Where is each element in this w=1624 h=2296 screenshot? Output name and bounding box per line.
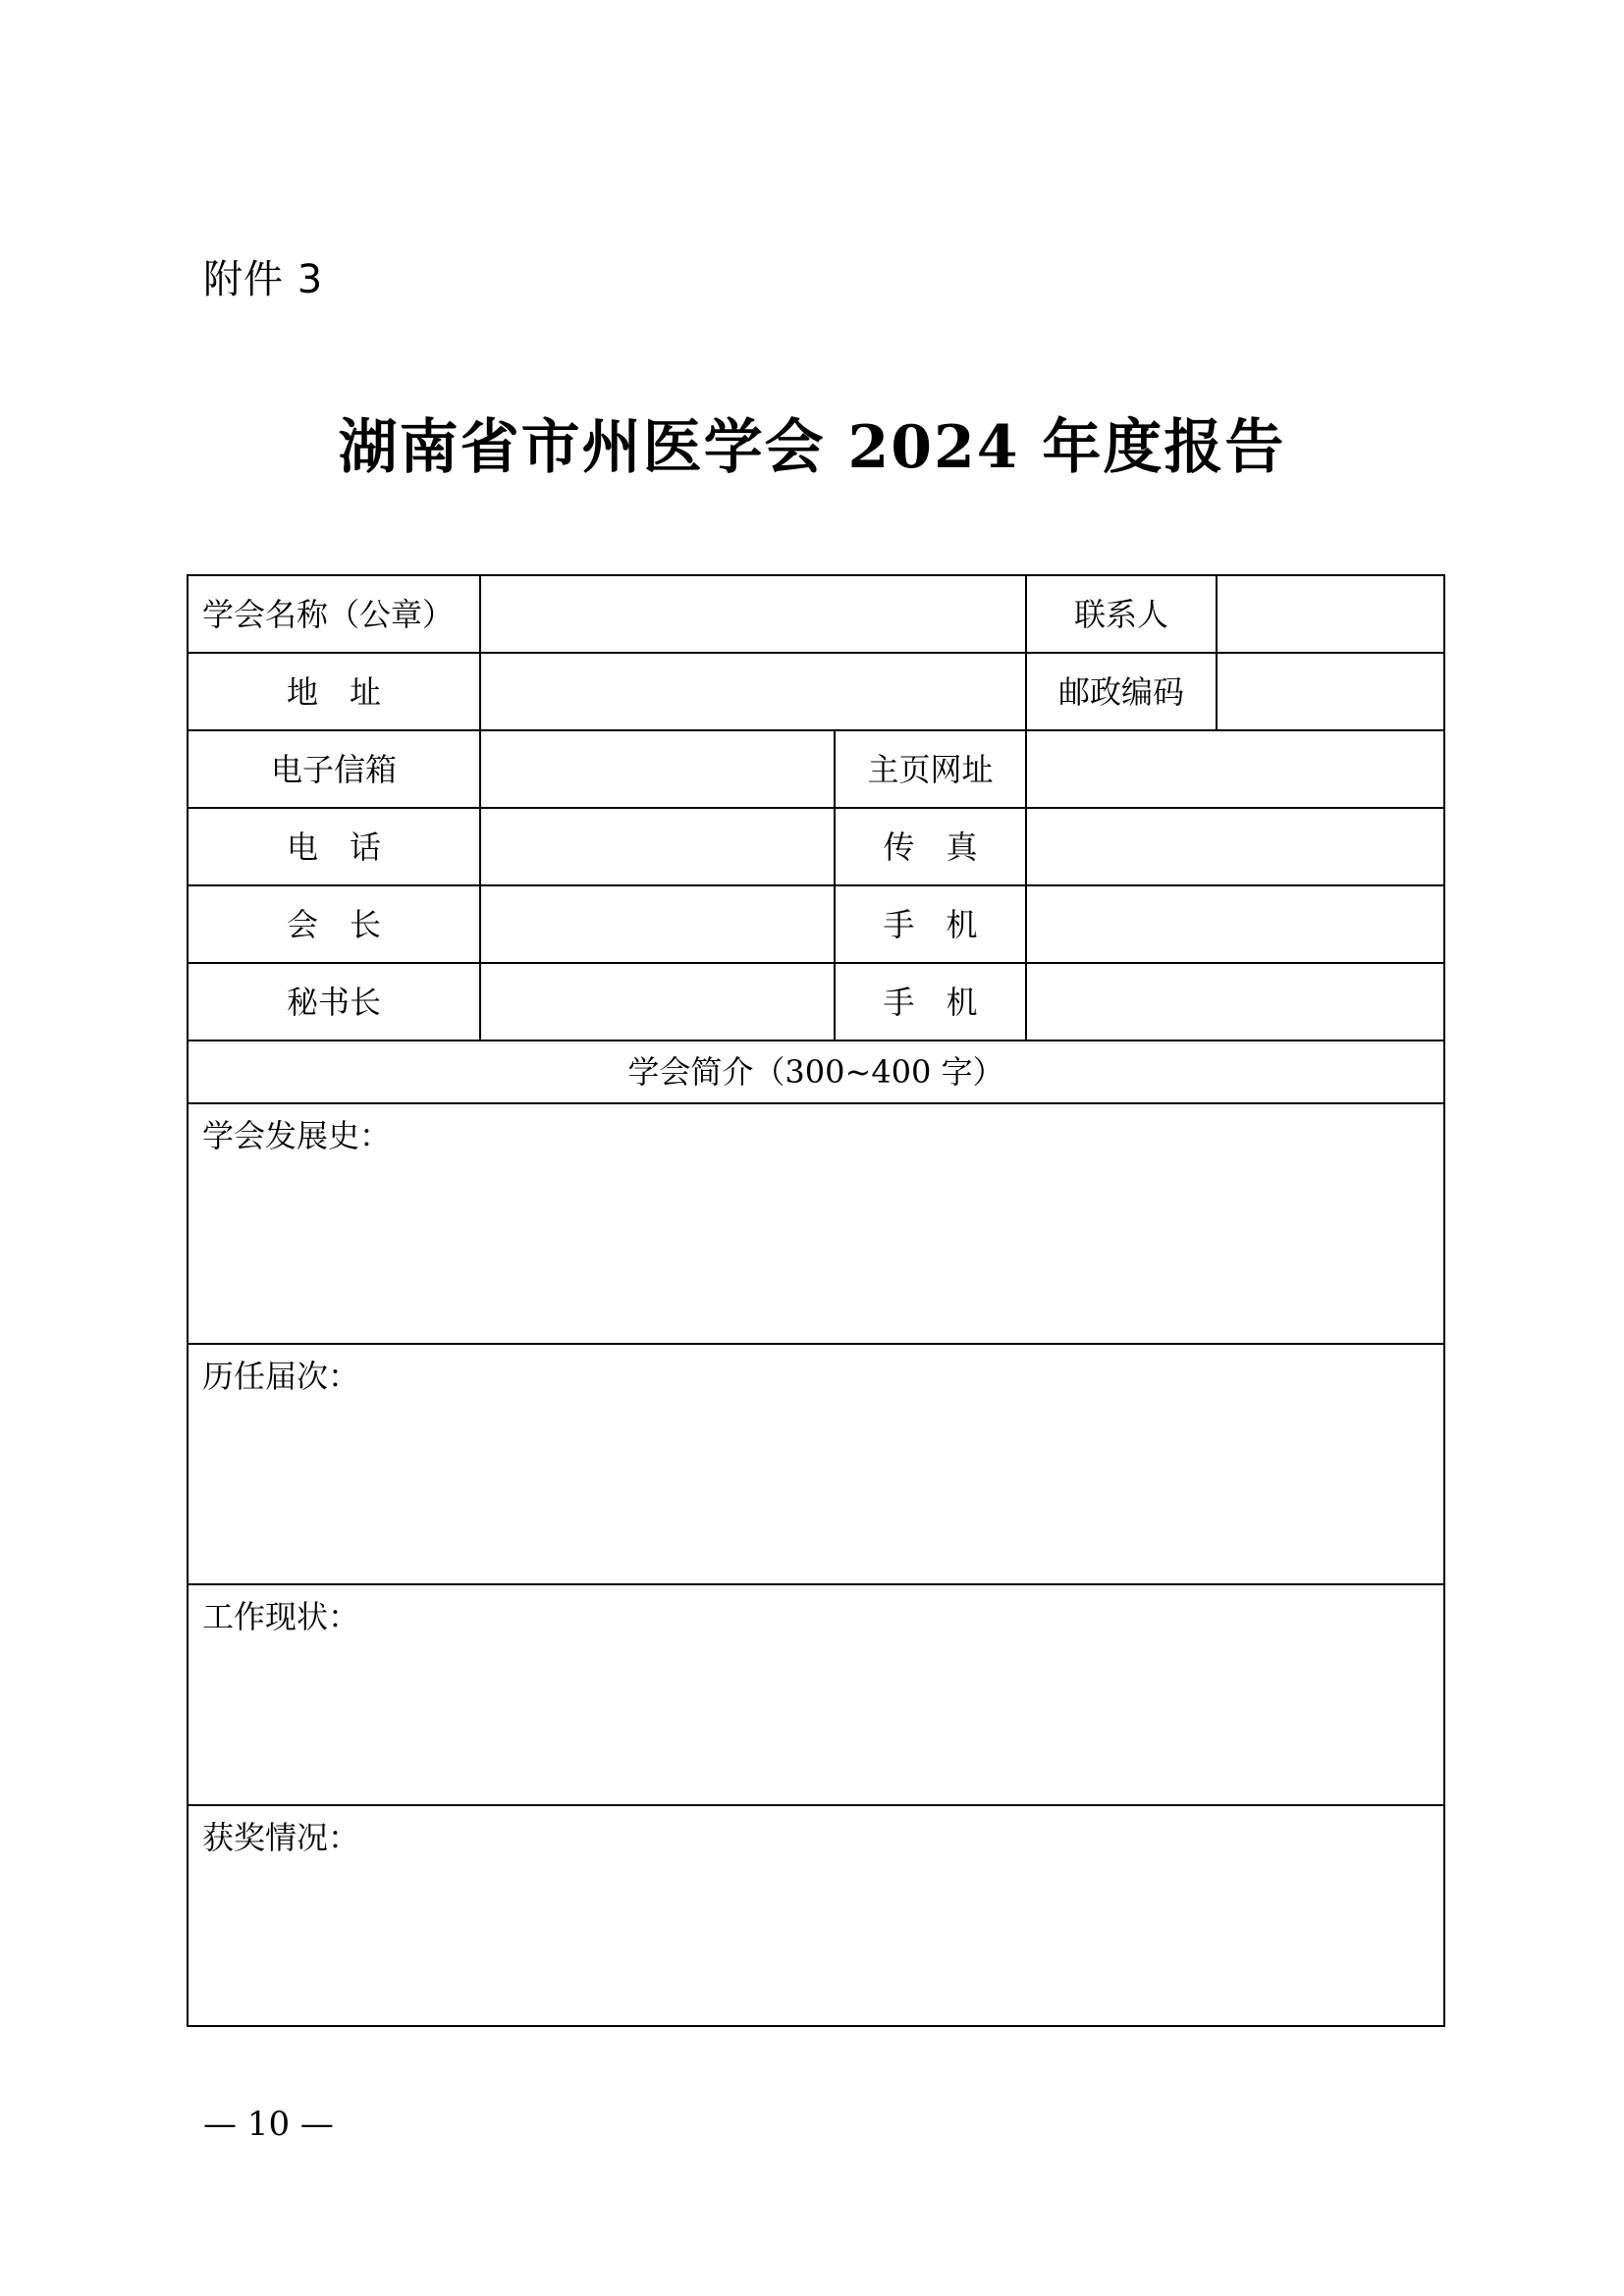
secretary-mobile-field[interactable] [1027, 964, 1443, 1041]
president-field[interactable] [481, 886, 836, 964]
phone-label: 电 话 [189, 809, 481, 886]
email-label: 电子信箱 [189, 731, 481, 809]
report-form-table [187, 574, 1445, 2027]
contact-person-label: 联系人 [1027, 576, 1218, 654]
page-title: 湖南省市州医学会 2024 年度报告 [338, 413, 1286, 482]
address-field[interactable] [481, 654, 1027, 731]
terms-field[interactable] [189, 1345, 1443, 1585]
homepage-field[interactable] [1027, 731, 1443, 809]
address-label: 地 址 [189, 654, 481, 731]
work-status-field[interactable] [189, 1585, 1443, 1806]
secretary-general-label: 秘书长 [189, 964, 481, 1041]
attachment-label: 附件 3 [203, 257, 324, 302]
work-status-label: 工作现状： [202, 1598, 360, 1635]
secretary-general-field[interactable] [481, 964, 836, 1041]
contact-person-field[interactable] [1218, 576, 1443, 654]
society-name-label: 学会名称（公章） [189, 576, 481, 654]
postcode-label: 邮政编码 [1027, 654, 1218, 731]
terms-label: 历任届次： [202, 1358, 360, 1395]
president-label: 会 长 [189, 886, 481, 964]
email-field[interactable] [481, 731, 836, 809]
postcode-field[interactable] [1218, 654, 1443, 731]
fax-label: 传 真 [836, 809, 1027, 886]
secretary-mobile-label: 手 机 [836, 964, 1027, 1041]
intro-section-header: 学会简介（300~400 字） [189, 1041, 1443, 1104]
history-field[interactable] [189, 1104, 1443, 1345]
fax-field[interactable] [1027, 809, 1443, 886]
president-mobile-field[interactable] [1027, 886, 1443, 964]
history-label: 学会发展史： [202, 1117, 392, 1154]
awards-field[interactable] [189, 1806, 1443, 2025]
president-mobile-label: 手 机 [836, 886, 1027, 964]
awards-label: 获奖情况： [202, 1819, 360, 1856]
homepage-label: 主页网址 [836, 731, 1027, 809]
phone-field[interactable] [481, 809, 836, 886]
society-name-field[interactable] [481, 576, 1027, 654]
page-number: — 10 — [203, 2105, 334, 2144]
